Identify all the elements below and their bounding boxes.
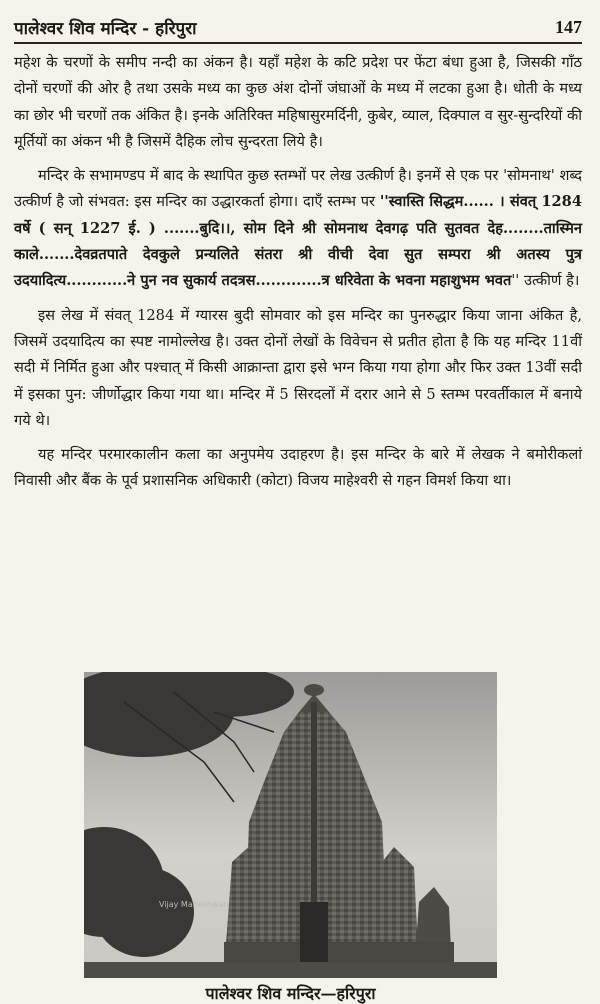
paragraph-4: यह मन्दिर परमारकालीन कला का अनुपमेय उदाहरण है। इस मन्दिर के बारे में लेखक ने बमोरीकलां निवासी और बैंक के पूर्व प्रशासनिक अधिकारी (कोटा) विजय माहेश्वरी से गहन विमर्श किया था। [14, 446, 582, 490]
body-text [14, 50, 582, 503]
running-header [14, 12, 582, 44]
paragraph-2-intro: मन्दिर के सभामण्डप में बाद के स्थापित कुछ स्तम्भों पर लेख उत्कीर्ण है। इनमें से एक पर 'सोमनाथ' शब्द उत्कीर्ण है जो संभवत: इस मन्दिर का उद्धारकर्ता होगा। दाएँ स्तम्भ पर [14, 167, 582, 211]
page-number: 147 [555, 16, 582, 37]
paragraph-3: इस लेख में संवत् 1284 में ग्यारस बुदी सोमवार को इस मन्दिर का पुनरुद्धार किया जाना अंकित है, जिसमें उदयादित्य का स्पष्ट नामोल्लेख है। उक्त दोनों लेखों के विवेचन से प्रतीत होता है कि यह मन्दिर 11वीं सदी में निर्मित हुआ और पश्चात् में किसी आक्रान्ता द्वारा इसे भग्न किया गया होगा और फिर उक्त 13वीं सदी में इसका पुन: जीर्णोद्धार किया गया था। मन्दिर में 5 सिरदलों में दरार आने से 5 स्तम्भ परवर्तीकाल में बनाये गये थे। [14, 306, 582, 429]
temple-photo [84, 672, 497, 978]
temple-illustration [84, 672, 497, 978]
photo-caption: पालेश्वर शिव मन्दिर—हरिपुरा [205, 984, 376, 1003]
chapter-title: पालेश्वर शिव मन्दिर - हरिपुरा [14, 18, 197, 39]
paragraph-1: महेश के चरणों के समीप नन्दी का अंकन है। यहाँ महेश के कटि प्रदेश पर फेंटा बंधा हुआ है, जिसकी गाँठ दोनों चरणों की ओर है तथा उसके मध्य का कुछ अंश दोनों जंघाओं के मध्य में लटका हुआ है। धोती के मध्य का छोर भी चरणों तक अंकित है। इनके अतिरिक्त महिषासुरमर्दिनी, कुबेर, व्याल, दिक्पाल व सुर-सुन्दरियों की मूर्तियों का अंकन भी है जिसमें दैहिक लोच सुन्दरता लिये है। [14, 54, 582, 150]
paragraph-2 [14, 163, 582, 294]
paragraph-2-end: '' उत्कीर्ण है। [511, 272, 580, 290]
photo-watermark: Vijay Maheshwari [159, 900, 229, 909]
inscription-text: ''स्वास्ति सिद्धम...... । संवत् 1284 वर्षे ( सन् 1227 ई. ) .......बुदि।।, सोम दिने श्री सोमनाथ देवगढ़ पति सुतवत देह........तास्मिन काले.......देवव्रतपाते देवकुले प्रन्यलिते संतरा श्री वीची देवा सुत सम्परा श्री अतस्य पुत्र उदयादित्य............ने पुन नव सुकार्य तदत्रस.............त्र धरिवेता के भवना महाशुभम भवत [14, 193, 582, 290]
